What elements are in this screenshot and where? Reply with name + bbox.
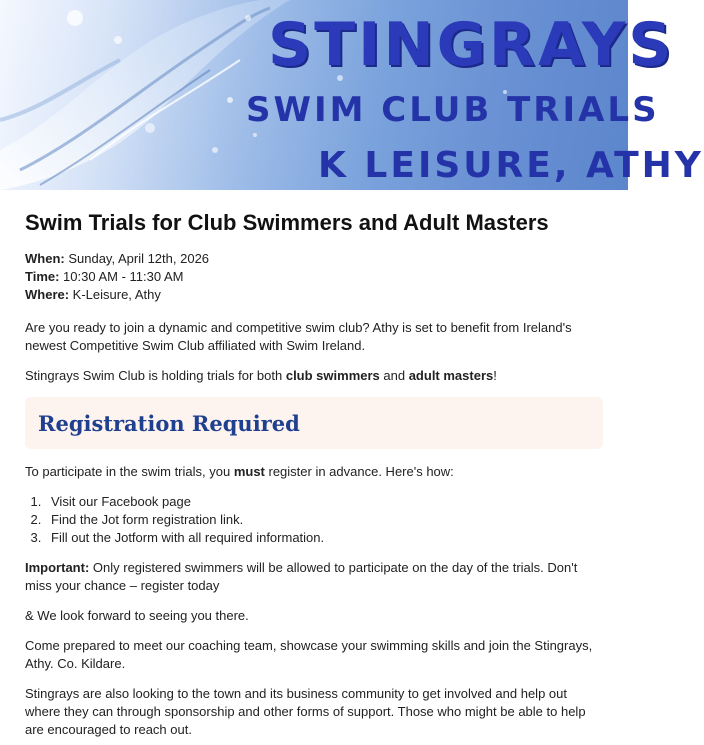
- where-line: [25, 286, 603, 304]
- banner-subtitle: SWIM CLUB TRIALS: [246, 90, 660, 130]
- registration-steps: [25, 493, 603, 547]
- important-label: Important:: [25, 560, 90, 575]
- banner-location: K LEISURE, ATHY: [318, 145, 704, 186]
- registration-callout: [25, 397, 603, 449]
- important-text: Only registered swimmers will be allowed to participate on the day of the trials. Don't miss your chance – register today: [25, 560, 578, 593]
- intro-paragraph: Are you ready to join a dynamic and competitive swim club? Athy is set to benefit from Ireland's newest Competitive Swim Club affiliated with Swim Ireland.: [25, 320, 572, 353]
- participate-paragraph: [25, 463, 603, 481]
- header-banner: [0, 0, 704, 190]
- when-label: When:: [25, 251, 65, 266]
- where-label: Where:: [25, 287, 70, 302]
- list-item: 3. Fill out the Jotform with all required information.: [45, 529, 603, 547]
- participate-suffix-text: register in advance. Here's how:: [264, 464, 454, 479]
- when-value: Sunday, April 12th, 2026: [64, 251, 210, 266]
- list-item: 1. Visit our Facebook page: [45, 493, 603, 511]
- time-label: Time:: [25, 269, 60, 284]
- time-line: [25, 268, 603, 286]
- list-item: 2. Find the Jot form registration link.: [45, 511, 603, 529]
- time-value: 10:30 AM - 11:30 AM: [59, 269, 184, 284]
- trials-and-text: and: [379, 368, 409, 383]
- look-forward-paragraph: & We look forward to seeing you there.: [25, 608, 249, 623]
- club-swimmers-text: club swimmers: [285, 368, 380, 383]
- page-title: Swim Trials for Club Swimmers and Adult Masters: [25, 210, 549, 235]
- sponsorship-paragraph: Stingrays are also looking to the town and its business community to get involved and help out where they can through sponsorship and other forms of support. Those who might be able to help are encouraged to reach out.: [25, 686, 586, 737]
- important-paragraph: [25, 559, 603, 595]
- trials-suffix-text: !: [493, 368, 497, 383]
- where-value: K-Leisure, Athy: [69, 287, 161, 302]
- when-line: [25, 250, 603, 268]
- must-text: must: [233, 464, 265, 479]
- article-body: [0, 210, 628, 739]
- adult-masters-text: adult masters: [408, 368, 494, 383]
- come-prepared-paragraph: Come prepared to meet our coaching team, showcase your swimming skills and join the Stingrays, Athy. Co. Kildare.: [25, 638, 593, 671]
- event-details: [25, 250, 603, 304]
- participate-text: To participate in the swim trials, you: [25, 464, 234, 479]
- registration-heading: Registration Required: [38, 410, 300, 436]
- banner-title-stingrays: STINGRAYS: [268, 10, 675, 80]
- trials-text: Stingrays Swim Club is holding trials for both: [25, 368, 286, 383]
- trials-paragraph: [25, 367, 603, 385]
